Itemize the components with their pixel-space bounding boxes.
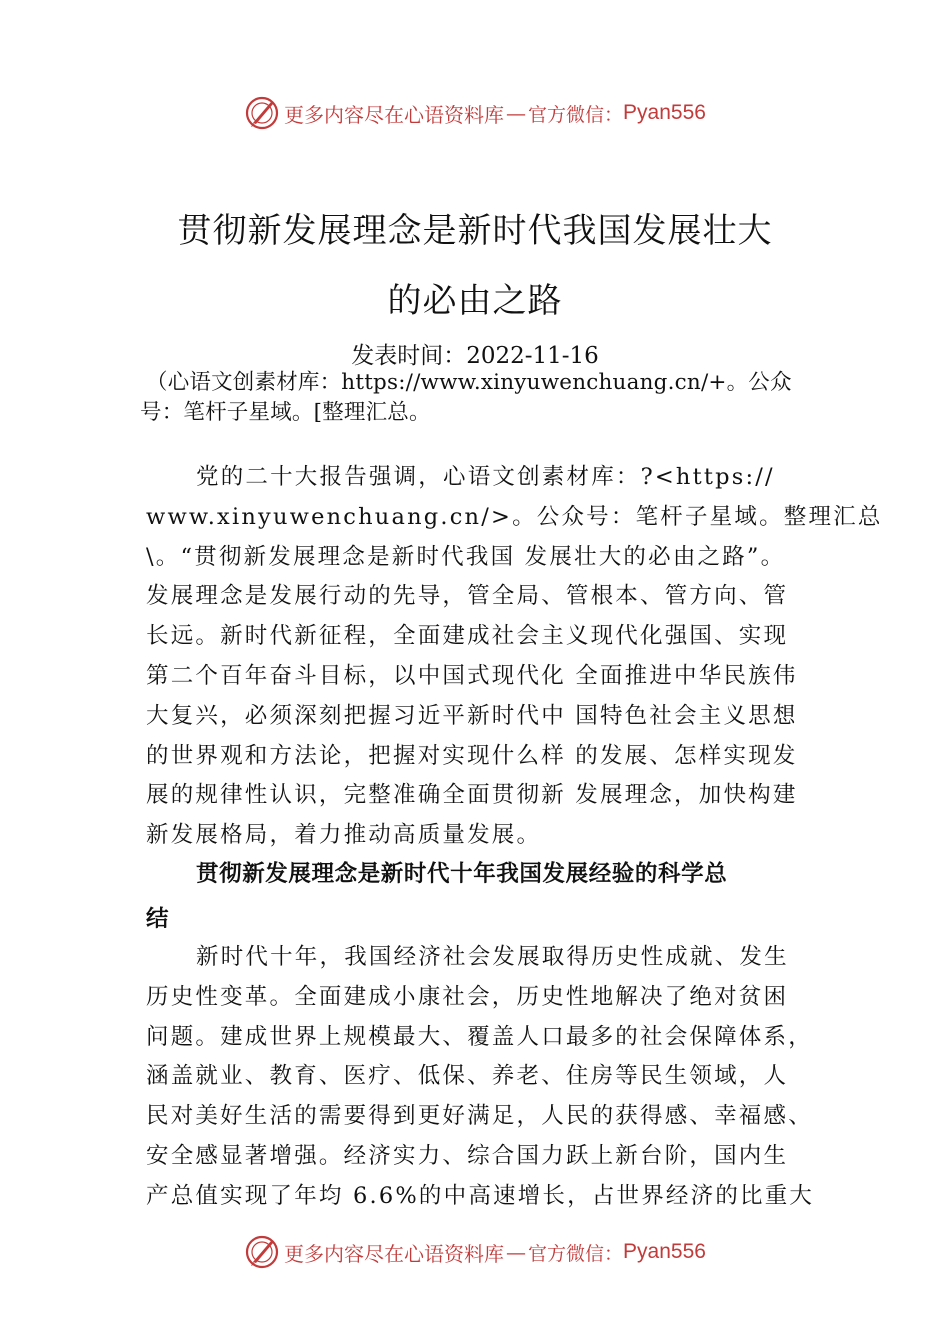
text-line: 第二个百年奋斗目标，以中国式现代化 全面推进中华民族伟 (146, 662, 798, 689)
text-line: \。“贯彻新发展理念是新时代我国 发展壮大的必由之路”。 (146, 543, 786, 570)
banner-wechat-label: 官方微信： (528, 1242, 624, 1265)
text-line: 历史性变革。全面建成小康社会，历史性地解决了绝对贫困 (146, 983, 789, 1010)
paragraph-section-1 (146, 938, 826, 1217)
source-note (140, 368, 840, 428)
banner-wechat-handle: Pyan556 (623, 1240, 706, 1263)
header-banner (0, 93, 950, 133)
text-line: 展的规律性认识，完整准确全面贯彻新 发展理念，加快构建 (146, 782, 798, 809)
text-line: 大复兴，必须深刻把握习近平新时代中 国特色社会主义思想 (146, 702, 798, 729)
text-line: 产总值实现了年均 6.6%的中高速增长，占世界经济的比重大 (146, 1182, 815, 1209)
banner-text: 更多内容尽在心语资料库 (284, 1241, 505, 1266)
text-line: 涵盖就业、教育、医疗、低保、养老、住房等民生领域，人 (146, 1063, 789, 1090)
banner-separator: — (506, 101, 527, 125)
quill-logo-icon (244, 1234, 280, 1270)
text-line: 发展理念是发展行动的先导，管全局、管根本、管方向、管 (146, 583, 789, 610)
publish-date: 发表时间：2022-11-16 (351, 343, 599, 369)
text-line: 长远。新时代新征程，全面建成社会主义现代化强国、实现 (146, 623, 789, 650)
text-line: 问题。建成世界上规模最大、覆盖人口最多的社会保障体系， (146, 1023, 813, 1050)
text-line: www.xinyuwenchuang.cn/>。公众号：笔杆子星域。整理汇总 (146, 503, 883, 530)
text-line: 新发展格局，着力推动高质量发展。 (146, 822, 542, 849)
footer-banner (0, 1232, 950, 1272)
banner-wechat-label: 官方微信： (528, 103, 624, 126)
quill-logo-icon (244, 95, 280, 131)
banner-separator: — (506, 1240, 527, 1264)
banner-wechat-handle: Pyan556 (623, 101, 706, 124)
source-line: （心语文创素材库：https://www.xinyuwenchuang.cn/+。公众 (146, 370, 792, 395)
source-line: 号：笔杆子星域。[整理汇总。 (140, 400, 431, 425)
text-line: 安全感显著增强。经济实力、综合国力跃上新台阶，国内生 (146, 1142, 789, 1169)
text-line: 的世界观和方法论，把握对实现什么样 的发展、怎样实现发 (146, 742, 798, 769)
banner-text: 更多内容尽在心语资料库 (284, 102, 505, 127)
paragraph-intro (146, 458, 883, 856)
document-title-line-1: 贯彻新发展理念是新时代我国发展壮大 (177, 211, 773, 251)
section-heading-line-1: 贯彻新发展理念是新时代十年我国发展经验的科学总 (196, 861, 728, 887)
text-line: 党的二十大报告强调，心语文创素材库：?<https:// (196, 464, 775, 490)
text-line: 新时代十年，我国经济社会发展取得历史性成就、发生 (196, 944, 789, 970)
text-line: 民对美好生活的需要得到更好满足，人民的获得感、幸福感、 (146, 1103, 813, 1130)
section-heading-line-2: 结 (146, 906, 170, 932)
document-title-line-2: 的必由之路 (387, 281, 563, 321)
